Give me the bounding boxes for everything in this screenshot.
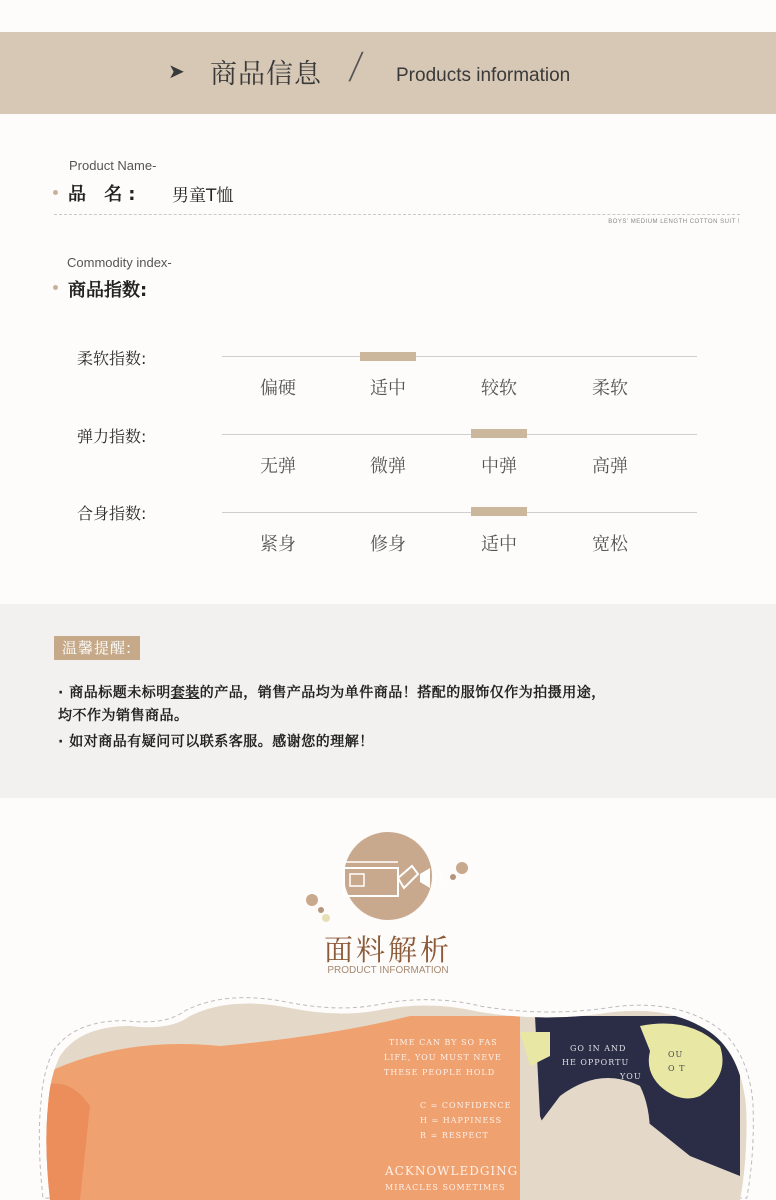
- reminder-text: · 商品标题未标明: [58, 685, 171, 701]
- fabric-print-text: H = HAPPINESS: [420, 1116, 503, 1125]
- commodity-index-label: 商品指数:: [68, 280, 148, 301]
- fabric-print-text: ACKNOWLEDGING: [385, 1164, 519, 1178]
- reminder-tag: 温馨提醒:: [54, 636, 140, 660]
- softness-index-label: 柔软指数:: [77, 349, 147, 368]
- product-caption: BOYS' MEDIUM LENGTH COTTON SUIT !: [608, 219, 740, 225]
- product-name-value: 男童T恤: [172, 186, 234, 206]
- fabric-section-subtitle: PRODUCT INFORMATION: [327, 965, 449, 976]
- dashed-divider: [54, 214, 740, 215]
- fit-scale-marker: [471, 507, 527, 516]
- reminder-line-2: 均不作为销售商品。: [58, 708, 189, 724]
- fit-option: 修身: [370, 534, 406, 555]
- fabric-section-title: 面料解析: [323, 933, 452, 967]
- elasticity-option: 无弹: [260, 456, 296, 477]
- section-title-cn: 商品信息: [210, 59, 322, 90]
- fabric-print-text: MIRACLES SOMETIMES: [385, 1183, 506, 1192]
- fabric-print-text: R = RESPECT: [420, 1131, 489, 1140]
- fit-option: 宽松: [592, 534, 628, 555]
- elasticity-index-label: 弹力指数:: [77, 427, 147, 446]
- reminder-line-1: [58, 682, 606, 702]
- section-header: [0, 32, 776, 114]
- product-name-en-label: Product Name-: [69, 158, 157, 173]
- section-title-en: Products information: [396, 65, 571, 86]
- fit-index-label: 合身指数:: [77, 504, 147, 523]
- elasticity-scale-marker: [471, 429, 527, 438]
- fabric-print-text: OU: [668, 1050, 684, 1059]
- product-name-label: 品 名:: [68, 184, 142, 205]
- softness-option: 适中: [370, 378, 406, 399]
- reminder-section: [0, 604, 776, 798]
- elasticity-scale-line: [222, 434, 697, 435]
- elasticity-option: 微弹: [370, 456, 406, 477]
- fabric-print-text: LIFE, YOU MUST NEVE: [384, 1053, 502, 1062]
- softness-option: 较软: [481, 378, 517, 399]
- fabric-print-text: YOU: [620, 1072, 642, 1081]
- softness-scale-marker: [360, 352, 416, 361]
- fit-option: 适中: [481, 534, 517, 555]
- fabric-print-text: HE OPPORTU: [562, 1058, 630, 1067]
- softness-option: 偏硬: [260, 378, 296, 399]
- arrow-icon: ➤: [168, 59, 185, 83]
- softness-option: 柔软: [592, 378, 628, 399]
- bullet-dot-icon: [53, 190, 58, 195]
- reminder-underlined-text: 套装: [170, 685, 200, 701]
- reminder-text: 的产品，销售产品均为单件商品！搭配的服饰仅作为拍摄用途，: [199, 685, 606, 701]
- softness-scale-line: [222, 356, 697, 357]
- bullet-dot-icon: [53, 285, 58, 290]
- fabric-print-text: O T: [668, 1064, 686, 1073]
- elasticity-option: 中弹: [481, 456, 517, 477]
- title-divider: /: [347, 46, 366, 87]
- fabric-emblem-icon: [300, 828, 476, 928]
- fit-scale-line: [222, 512, 697, 513]
- fit-option: 紧身: [260, 534, 296, 555]
- fabric-print-text: GO IN AND: [570, 1044, 627, 1053]
- fabric-print-text: C = CONFIDENCE: [420, 1101, 512, 1110]
- elasticity-option: 高弹: [592, 456, 628, 477]
- commodity-index-en-label: Commodity index-: [67, 255, 172, 270]
- fabric-print-text: TIME CAN BY SO FAS: [389, 1038, 498, 1047]
- fabric-print-text: THESE PEOPLE HOLD: [384, 1068, 496, 1077]
- reminder-line-3: · 如对商品有疑问可以联系客服。感谢您的理解！: [58, 734, 374, 750]
